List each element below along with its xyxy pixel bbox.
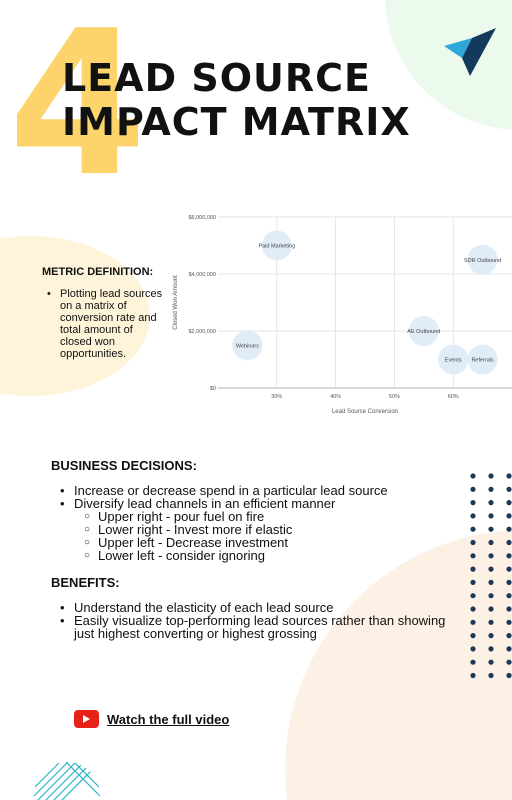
decorative-dot	[488, 580, 493, 585]
metric-definition-list	[47, 288, 165, 360]
decorative-dot	[470, 500, 475, 505]
decorative-dot	[506, 473, 511, 478]
decorative-dot	[506, 646, 511, 651]
decorative-dot	[488, 593, 493, 598]
decision-sub-item: ○ Lower right - Invest more if elastic	[84, 523, 388, 536]
logo-icon	[440, 26, 498, 76]
decorative-dot	[506, 580, 511, 585]
benefit-item: • Easily visualize top-performing lead sources rather than showing just highest converting or highest grossing	[60, 614, 460, 640]
y-axis-label: Closed Won Amount	[173, 275, 179, 330]
decorative-dot	[470, 660, 475, 665]
decision-sub-item: ○ Upper left - Decrease investment	[84, 536, 388, 549]
decorative-dot	[488, 567, 493, 572]
decision-sub-item: ○ Upper right - pour fuel on fire	[84, 510, 388, 523]
decision-sub-item: ○ Lower left - consider ignoring	[84, 549, 388, 562]
data-point-label: Referrals	[471, 357, 494, 364]
data-point-label: Paid Marketing	[258, 243, 296, 250]
y-tick-label: $2,000,000	[188, 329, 216, 335]
decorative-dot	[470, 553, 475, 558]
decorative-dot	[470, 567, 475, 572]
section-number: 4	[8, 0, 148, 221]
decorative-dot	[488, 540, 493, 545]
decorative-dot	[488, 606, 493, 611]
decorative-dot	[488, 487, 493, 492]
decision-item-text: Diversify lead channels in an efficient manner	[74, 496, 336, 511]
business-decisions-heading: BUSINESS DECISIONS:	[51, 458, 197, 473]
title-line-2: IMPACT MATRIX	[62, 100, 411, 144]
metric-definition-heading: METRIC DEFINITION:	[42, 266, 154, 278]
decorative-dot	[506, 500, 511, 505]
decorative-dot	[470, 473, 475, 478]
decorative-dot	[470, 540, 475, 545]
business-decisions-list	[60, 484, 388, 562]
decorative-dot-grid	[469, 472, 512, 692]
youtube-play-icon[interactable]	[74, 710, 99, 728]
decorative-dot	[470, 620, 475, 625]
decorative-dot	[506, 633, 511, 638]
decorative-dot	[470, 580, 475, 585]
decorative-dot	[506, 527, 511, 532]
metric-definition-item: • Plotting lead sources on a matrix of conversion rate and total amount of closed won opportunities.	[47, 288, 165, 360]
title-line-1: LEAD SOURCE	[62, 56, 371, 100]
decorative-dot	[506, 540, 511, 545]
data-point-label: SDR Outbound	[463, 257, 502, 264]
benefit-item: • Understand the elasticity of each lead source	[60, 601, 460, 614]
decorative-dot	[488, 620, 493, 625]
decorative-dot	[470, 646, 475, 651]
decorative-dot	[506, 487, 511, 492]
data-point-label: AE Outbound	[407, 329, 441, 335]
decorative-dot	[506, 513, 511, 518]
decorative-dot	[470, 487, 475, 492]
decorative-dot	[488, 660, 493, 665]
page-title	[62, 56, 411, 144]
decorative-dot	[506, 567, 511, 572]
x-tick-label: 40%	[330, 394, 342, 400]
decorative-dot	[470, 633, 475, 638]
decorative-dot	[470, 673, 475, 678]
decision-item	[60, 497, 388, 562]
decorative-dot	[488, 673, 493, 678]
x-tick-label: 50%	[388, 394, 400, 400]
decorative-dot	[488, 633, 493, 638]
data-point-label: Events	[444, 357, 462, 364]
decorative-dot	[488, 527, 493, 532]
decorative-dot	[488, 646, 493, 651]
decorative-dot	[506, 606, 511, 611]
decorative-dot	[488, 500, 493, 505]
decision-sub-list	[84, 510, 388, 562]
decorative-dot	[488, 473, 493, 478]
decorative-dot	[506, 553, 511, 558]
decorative-stripes	[34, 762, 100, 800]
y-tick-label: $4,000,000	[188, 272, 216, 278]
decorative-dot	[506, 593, 511, 598]
decorative-dot	[506, 673, 511, 678]
chart-svg	[168, 205, 512, 420]
decorative-dot	[488, 513, 493, 518]
benefits-list	[60, 601, 460, 640]
data-point-label: Webinars	[235, 343, 259, 350]
y-tick-label: $0	[209, 386, 216, 392]
lead-source-chart	[168, 205, 512, 420]
decorative-dot	[470, 513, 475, 518]
y-tick-label: $6,000,000	[188, 215, 216, 221]
decorative-dot	[470, 606, 475, 611]
x-axis-label: Lead Source Conversion	[331, 409, 399, 415]
decorative-dot	[506, 620, 511, 625]
decorative-dot	[470, 593, 475, 598]
x-tick-label: 30%	[271, 394, 283, 400]
x-tick-label: 60%	[447, 394, 459, 400]
decorative-dot	[506, 660, 511, 665]
benefits-heading: BENEFITS:	[51, 575, 120, 590]
watch-video-link-row[interactable]	[74, 710, 229, 728]
decorative-dot	[470, 527, 475, 532]
decision-item: • Increase or decrease spend in a particular lead source	[60, 484, 388, 497]
decorative-dot	[488, 553, 493, 558]
watch-video-link[interactable]: Watch the full video	[107, 711, 230, 727]
